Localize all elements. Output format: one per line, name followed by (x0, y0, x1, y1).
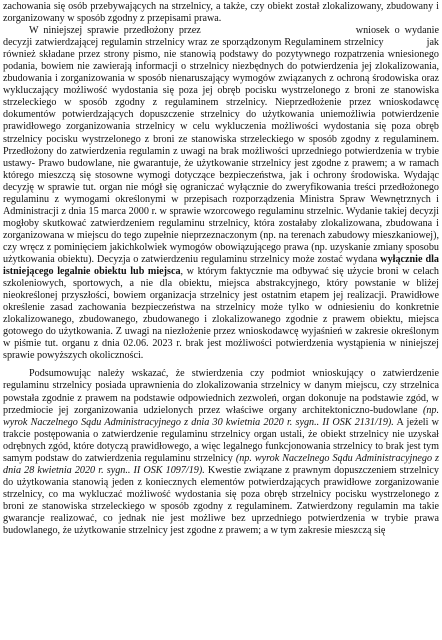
paragraph (3, 368, 439, 537)
redacted-text (384, 38, 424, 47)
italic-citation: (np. wyrok Naczelnego Sądu Administracyjnego z dnia 30 kwietnia 2020 r. sygn.. II OSK 2131/19). (3, 404, 439, 428)
paragraph-text: wniosek o wydanie decyzji zatwierdzającej regulamin strzelnicy wraz ze sporządzonym Regulaminem strzelnicy (3, 25, 439, 49)
paragraph-text: W niniejszej sprawie przedłożony przez (29, 25, 201, 37)
paragraph-text: Podsumowując należy wskazać, że stwierdzenia czy podmiot wnioskujący o zatwierdzenie regulaminu strzelnicy posiada uprawnienia do zlokalizowania strzelnicy w danym miejscu, czy strzelnica powstała zgodnie z prawem na podstawie odpowiednich zezwoleń, organ dokonuje na podstawie zgód, w przedmiocie jej zorganizowania udzielonych przez właściwe organy architektoniczno-budowlane (3, 368, 439, 416)
redacted-text (201, 26, 351, 35)
paragraph-text: Kwestie związane z prawnym dopuszczeniem strzelnicy do użytkowania stanowią jeden z koniecznych elementów potwierdzających prawidłowe zorganizowanie strzelnicy, co ma wykluczać możliwość wydostania się poza obręb strzelnicy pocisku wystrzelonego z broni ze stanowiska strzeleckiego w sposób zgodny z regulaminem. Zatwierdzony regulamin ma takie gwarancje realizować, co jednak nie jest możliwe bez uprzedniego potwierdzenia w trybie prawa budowlanego, że użytkowanie strzelnicy jest zgodne z prawem; a w tym zakresie mieszczą się (3, 464, 439, 537)
paragraph (3, 25, 439, 362)
italic-citation: (np. wyrok Naczelnego Sądu Administracyjnego z dnia 28 kwietnia 2020 r. sygn.. II OSK 1097/19). (3, 452, 439, 476)
paragraph-text: , w którym faktycznie ma odbywać się użycie broni w celach szkoleniowych, sportowych, a nie dla obiektu, miejsca abstrakcyjnego, który powstanie w bliżej nieokreślonej przyszłości, bowiem organizacja strzelnicy jest ostatnim etapem jej realizacji. Prawidłowe określenie zasad zachowania bezpieczeństwa na strzelnicy może tylko w odniesieniu do konkretnie zlokalizowanego, zbudowanego, zbudowanego i zlokalizowanego zgodnie z prawem obiektu, miejsca gotowego do użytkowania. Z uwagi na niezłożenie przez wnioskodawcę wyjaśnień w zakresie określonym w piśmie tut. organu z dnia 02.06. 2023 r. brak jest możliwości potwierdzenia wystąpienia w niniejszej sprawie powyższych okoliczności. (3, 266, 439, 362)
paragraph (3, 1, 439, 25)
paragraph-text: jak również składane przez strony pismo, nie stanowią podstawy do pozytywnego rozpatrzenia wniesionego podania, bowiem nie zawierają informacji o strzelnicy niezbędnych do potwierdzenia jej zlokalizowania, zbudowania i zorganizowania w sposób nienaruszający wymogów związanych z ochroną środowiska oraz wykluczający możliwość wydostania się poza jej obręb pocisku wystrzelonego z broni ze stanowiska strzeleckiego w sposób zgodny z regulaminem strzelnicy. Nieprzedłożenie przez wnioskodawcę dokumentów potwierdzających dopuszczenie strzelnicy do użytkowania uniemożliwia potwierdzenie prawidłowego zorganizowania strzelnicy w celu wykluczenia możliwości wydostania się poza obręb strzelnicy pocisku wystrzelonego z broni ze stanowiska strzeleckiego w sposób zgodny z regulaminem. Przedłożony do zatwierdzenia regulamin z uwagi na brak możliwości uprzedniego potwierdzenia w trybie ustawy- Prawo budowlane, nie gwarantuje, że użytkowanie strzelnicy jest zgodne z prawem; a w ramach którego mieszczą się stosowne wymogi dotyczące bezpieczeństwa, jak i ochrony środowiska. Wydając decyzję w sprawie tut. organ nie mógł się ograniczać wyłącznie do zweryfikowania treści przedłożonego regulaminu z wymogami określonymi w przepisach rozporządzenia Ministra Spraw Wewnętrznych i Administracji z dnia 15 marca 2000 r. w sprawie wzorcowego regulaminu strzelnic. Wydanie takiej decyzji mogłoby skutkować zatwierdzeniem regulaminu strzelnicy, która zostałaby zlokalizowana, zbudowana i zorganizowana w miejscu do tego zupełnie nieprzeznaczonym (np. na terenach zabudowy mieszkaniowej), czy wręcz z pominięciem jakichkolwiek wymogów obowiązującego prawa (np. uzyskanie zmiany sposobu użytkowania obiektu). Decyzja o zatwierdzeniu regulaminu strzelnicy może zostać wydana (3, 37, 439, 265)
document-page (3, 1, 439, 537)
paragraph-text: A jeżeli w trakcie postępowania o zatwierdzenie regulaminu strzelnicy organ ustali, że obiekt strzelnicy nie uzyskał odrębnych zgód, które dotyczą prawidłowego, a więc legalnego funkcjonowania strzelnicy to brak jest tym samym podstaw do zatwierdzenia regulaminu strzelnicy (3, 416, 439, 464)
bold-text: wyłącznie dla istniejącego legalnie obiektu lub miejsca (3, 253, 439, 278)
paragraph-text: zachowania się osób przebywających na strzelnicy, a także, czy obiekt został zlokalizowany, zbudowany i zorganizowany w sposób zgodny z przepisami prawa. (3, 1, 439, 25)
